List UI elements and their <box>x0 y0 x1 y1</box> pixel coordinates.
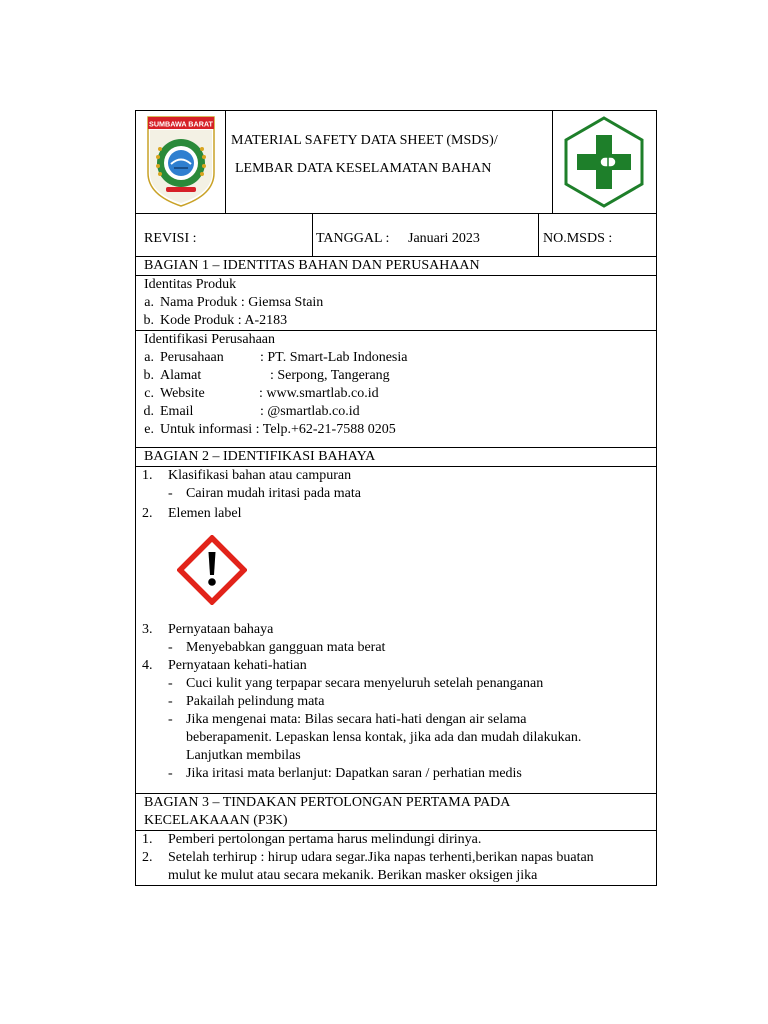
list-marker: d. <box>143 404 154 419</box>
list-text: Elemen label <box>168 506 242 521</box>
list-item <box>136 385 656 403</box>
list-item <box>136 505 656 523</box>
company-website: : www.smartlab.co.id <box>259 386 379 401</box>
list-text: Jika mengenai mata: Bilas secara hati-hati dengan air selama <box>186 712 527 727</box>
no-msds-cell <box>539 214 656 256</box>
company-identity-block <box>136 331 656 448</box>
list-item <box>136 403 656 421</box>
list-item: - Pakailah pelindung mata <box>168 694 325 709</box>
no-msds-label: NO.MSDS : <box>543 231 613 246</box>
section-2-body <box>136 467 656 794</box>
list-item <box>136 421 656 439</box>
list-text: Klasifikasi bahan atau campuran <box>168 468 352 483</box>
list-text: Cairan mudah iritasi pada mata <box>186 486 361 501</box>
list-number: 1. <box>142 468 153 483</box>
title-line-1: MATERIAL SAFETY DATA SHEET (MSDS)/ <box>231 133 498 148</box>
list-marker: b. <box>143 313 154 328</box>
regional-emblem-icon <box>136 111 225 213</box>
list-item <box>136 349 656 367</box>
company-phone: Untuk informasi : Telp.+62-21-7588 0205 <box>160 422 396 437</box>
list-item <box>136 621 656 639</box>
list-item: - Cairan mudah iritasi pada mata <box>168 486 361 501</box>
list-marker: e. <box>144 422 154 437</box>
list-item <box>136 831 656 849</box>
section-1-heading <box>136 257 656 276</box>
field-label: Email <box>160 404 194 419</box>
company-email: : @smartlab.co.id <box>260 404 360 419</box>
list-text: Pemberi pertolongan pertama harus melindungi dirinya. <box>168 832 482 847</box>
list-number: 2. <box>142 506 153 521</box>
green-cross-icon <box>553 111 656 213</box>
list-item <box>136 294 656 312</box>
list-text: Cuci kulit yang terpapar secara menyeluruh setelah penanganan <box>186 676 544 691</box>
company-identity-title: Identifikasi Perusahaan <box>144 332 276 347</box>
section-3-heading <box>136 794 656 831</box>
tanggal-cell <box>313 214 539 256</box>
field-label: Perusahaan <box>160 350 224 365</box>
list-text: Jika iritasi mata berlanjut: Dapatkan saran / perhatian medis <box>186 766 522 781</box>
logo-banner-text: SUMBAWA BARAT <box>149 119 213 129</box>
ghs-exclamation-mark-icon <box>177 535 247 605</box>
company-address: : Serpong, Tangerang <box>270 368 390 383</box>
list-continuation: Lanjutkan membilas <box>186 748 301 763</box>
list-number: 4. <box>142 658 153 673</box>
list-marker: c. <box>144 386 154 401</box>
section-1-title: BAGIAN 1 – IDENTITAS BAHAN DAN PERUSAHAAN <box>144 258 480 273</box>
list-text: Pernyataan kehati-hatian <box>168 658 307 673</box>
list-number: 1. <box>142 832 153 847</box>
product-name: Nama Produk : Giemsa Stain <box>160 295 324 310</box>
list-item: - Jika iritasi mata berlanjut: Dapatkan saran / perhatian medis <box>168 766 522 781</box>
tanggal-value: Januari 2023 <box>408 231 480 246</box>
list-marker: b. <box>143 368 154 383</box>
list-item <box>136 657 656 675</box>
section-3-title-line-2: KECELAKAAAN (P3K) <box>144 813 288 828</box>
list-continuation: mulut ke mulut atau secara mekanik. Berikan masker oksigen jika <box>168 868 538 883</box>
product-identity-title: Identitas Produk <box>144 277 237 292</box>
sumbawa-barat-logo <box>136 111 226 213</box>
list-continuation: beberapamenit. Lepaskan lensa kontak, jika ada dan mudah dilakukan. <box>186 730 582 745</box>
list-marker: a. <box>144 295 154 310</box>
msds-document <box>135 110 657 886</box>
list-item: - Jika mengenai mata: Bilas secara hati-hati dengan air selama <box>168 712 527 727</box>
ministry-logo <box>553 111 656 213</box>
section-3-title-line-1: BAGIAN 3 – TINDAKAN PERTOLONGAN PERTAMA PADA <box>144 795 511 810</box>
section-2-title: BAGIAN 2 – IDENTIFIKASI BAHAYA <box>144 449 376 464</box>
list-item <box>136 312 656 330</box>
ghs-pictogram <box>136 523 656 621</box>
section-3-body <box>136 831 656 885</box>
list-number: 2. <box>142 850 153 865</box>
list-text: Menyebabkan gangguan mata berat <box>186 640 386 655</box>
document-header <box>136 111 656 214</box>
list-marker: a. <box>144 350 154 365</box>
revisi-label: REVISI : <box>144 231 197 246</box>
tanggal-label: TANGGAL : <box>316 231 390 246</box>
field-label: Alamat <box>160 368 202 383</box>
field-label: Website <box>160 386 205 401</box>
revisi-cell <box>136 214 313 256</box>
list-text: Pakailah pelindung mata <box>186 694 325 709</box>
document-meta-row <box>136 214 656 257</box>
list-text: Pernyataan bahaya <box>168 622 274 637</box>
list-item <box>136 849 656 867</box>
list-item: - Menyebabkan gangguan mata berat <box>168 640 386 655</box>
company-name: : PT. Smart-Lab Indonesia <box>260 350 408 365</box>
product-identity-block <box>136 276 656 331</box>
list-number: 3. <box>142 622 153 637</box>
list-item <box>136 367 656 385</box>
section-2-heading <box>136 448 656 467</box>
list-text: Setelah terhirup : hirup udara segar.Jika napas terhenti,berikan napas buatan <box>168 850 594 865</box>
product-code: Kode Produk : A-2183 <box>160 313 288 328</box>
list-item: - Cuci kulit yang terpapar secara menyeluruh setelah penanganan <box>168 676 544 691</box>
title-line-2: LEMBAR DATA KESELAMATAN BAHAN <box>235 161 492 176</box>
document-title <box>226 111 553 213</box>
list-item <box>136 467 656 485</box>
